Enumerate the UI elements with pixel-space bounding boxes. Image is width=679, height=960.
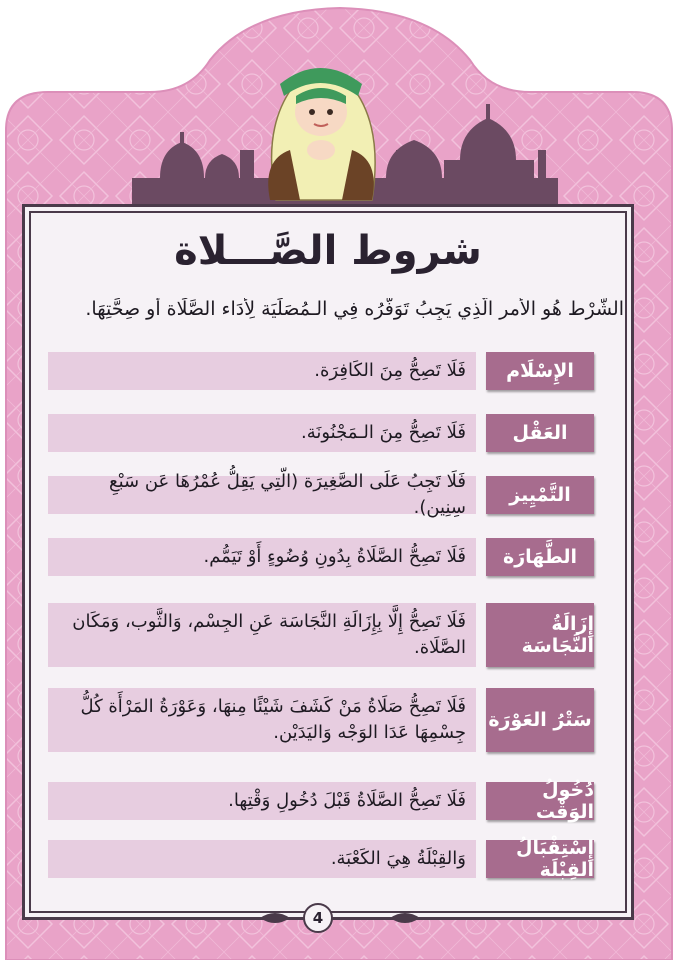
condition-row xyxy=(48,779,594,823)
condition-description: وَالقِبْلَةُ هِيَ الكَعْبَة. xyxy=(48,840,476,878)
condition-label: سَتْرُ العَوْرَة xyxy=(486,688,594,752)
condition-description: فَلَا تَصِحُّ صَلَاةُ مَنْ كَشَفَ شَيْئًا مِنهَا، وَعَوْرَةُ المَرْأَة كُلُّ جِسْمِهَا عَدَا الوَجْه وَاليَدَيْن. xyxy=(48,688,476,752)
condition-row xyxy=(48,837,594,881)
page-number: 4 xyxy=(303,903,333,933)
condition-label: الإِسْلَام xyxy=(486,352,594,390)
condition-description: فَلَا تَصِحُّ إِلَّا بِإِزَالَةِ النَّجَاسَة عَنِ الجِسْم، وَالثَّوب، وَمَكَان الصَّلَاة. xyxy=(48,603,476,667)
condition-description: فَلَا تَصِحُّ الصَّلَاةُ بِدُونِ وُضُوءٍ أَوْ تَيَمُّم. xyxy=(48,538,476,576)
bottom-ornament-icon xyxy=(60,908,620,928)
condition-label: العَقْل xyxy=(486,414,594,452)
condition-description: فَلَا تَجِبُ عَلَى الصَّغِيرَة (الّتِي يَقِلُّ عُمْرُهَا عَن سَبْعِ سِنِين). xyxy=(48,476,476,514)
condition-description: فَلَا تَصِحُّ مِنَ الكَافِرَة. xyxy=(48,352,476,390)
condition-label: التَّمْيِيز xyxy=(486,476,594,514)
condition-label: إِسْتِقْبَالُ القِبْلَة xyxy=(486,840,594,878)
condition-row xyxy=(48,414,594,452)
condition-label: الطَّهَارَة xyxy=(486,538,594,576)
intro-text: الشَّرْط هُو الأَمر الّذِي يَجِبُ تَوَفُّرُه فِي الـمُصَلِّيَة لِأَدَاء الصَّلَاة أو صِحَّتِهَا. xyxy=(85,298,624,320)
praying-girl-illustration xyxy=(268,68,375,200)
condition-row xyxy=(48,603,594,667)
page-title: شروط الصَّـــلاة xyxy=(174,228,482,274)
condition-row xyxy=(48,470,594,518)
condition-row xyxy=(48,352,594,390)
condition-label: إِزَالَةُ النَّجَاسَة xyxy=(486,603,594,667)
condition-description: فَلَا تَصِحُّ الصَّلَاةُ قَبْلَ دُخُولِ وَقْتِها. xyxy=(48,782,476,820)
condition-label: دُخُولُ الوَقْت xyxy=(486,782,594,820)
condition-description: فَلَا تَصِحُّ مِنَ الـمَجْنُونَة. xyxy=(48,414,476,452)
condition-row xyxy=(48,538,594,576)
condition-row xyxy=(48,688,594,752)
